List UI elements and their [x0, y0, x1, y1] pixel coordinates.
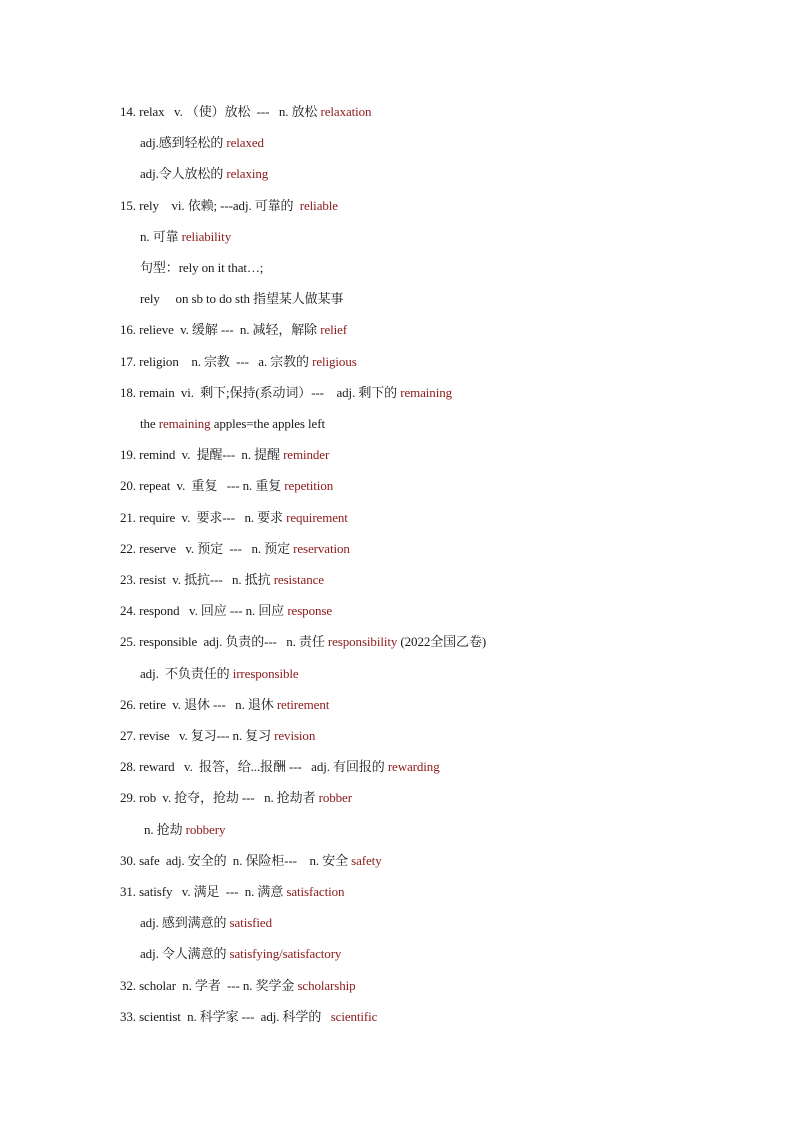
answer-word: responsibility	[327, 634, 398, 650]
line-text: 15. rely vi. 依赖; ---adj. 可靠的	[120, 197, 300, 213]
line-text: 32. scholar n. 学者 --- n. 奖学金	[120, 977, 298, 993]
text-line	[120, 478, 333, 494]
text-line	[140, 666, 299, 682]
text-line	[120, 697, 329, 713]
line-text: 31. satisfy v. 满足 --- n. 满意	[120, 884, 287, 899]
line-text: 17. religion n. 宗教 --- a. 宗教的	[120, 353, 313, 369]
answer-word: satisfied	[229, 915, 272, 931]
line-text: 27. revise v. 复习--- n. 复习	[120, 728, 275, 743]
answer-word: response	[287, 603, 332, 619]
answer-word: resistance	[273, 572, 324, 587]
answer-word: religious	[312, 353, 357, 369]
answer-word: reliable	[299, 197, 338, 213]
line-text: 25. responsible adj. 负责的--- n. 责任	[120, 634, 328, 650]
text-line	[120, 385, 452, 401]
line-text: 14. relax v. （使）放松 --- n. 放松	[120, 104, 321, 119]
line-text: 句型：rely on it that…;	[140, 260, 264, 275]
text-line	[120, 447, 329, 463]
line-text: 18. remain vi. 剩下;保持(系动词）--- adj. 剩下的	[120, 384, 401, 400]
answer-word: scientific	[330, 1008, 378, 1024]
answer-word: relaxation	[320, 104, 372, 119]
line-text: 19. remind v. 提醒--- n. 提醒	[120, 447, 284, 463]
line-text: the	[140, 416, 159, 431]
text-line	[120, 884, 344, 900]
text-line	[140, 946, 341, 962]
answer-word: satisfying/satisfactory	[229, 946, 342, 962]
text-line	[120, 541, 350, 557]
line-text: apples=the apples left	[210, 416, 325, 431]
text-line	[140, 135, 264, 151]
text-line	[140, 166, 268, 182]
text-line	[120, 853, 382, 869]
answer-word: requirement	[286, 509, 348, 525]
line-text: adj.令人放松的	[140, 166, 227, 182]
text-line	[120, 104, 371, 120]
answer-word: relief	[320, 322, 348, 338]
text-line	[140, 229, 231, 245]
line-text: adj.感到轻松的	[140, 135, 227, 151]
line-text: 20. repeat v. 重复 --- n. 重复	[120, 478, 285, 494]
line-text: 22. reserve v. 预定 --- n. 预定	[120, 540, 294, 556]
line-text: rely on sb to do sth 指望某人做某事	[140, 291, 344, 307]
answer-word: scholarship	[297, 977, 356, 993]
answer-word: irresponsible	[232, 665, 299, 681]
line-text: 21. require v. 要求--- n. 要求	[120, 509, 287, 525]
answer-word: robbery	[185, 821, 226, 837]
answer-word: reliability	[181, 228, 232, 244]
text-line	[120, 572, 324, 588]
text-line	[140, 915, 272, 931]
line-text: 23. resist v. 抵抗--- n. 抵抗	[120, 572, 274, 587]
line-text: 16. relieve v. 缓解 --- n. 减轻，解除	[120, 322, 321, 338]
line-text: (2022全国乙卷)	[397, 634, 487, 650]
line-text: n. 可靠	[140, 228, 182, 244]
answer-word: relaxed	[226, 135, 264, 151]
answer-word: robber	[318, 790, 352, 806]
text-line	[120, 759, 440, 775]
answer-word: safety	[351, 852, 382, 868]
line-text: 33. scientist n. 科学家 --- adj. 科学的	[120, 1008, 331, 1024]
text-line	[120, 603, 332, 619]
answer-word: relaxing	[226, 166, 269, 182]
answer-word: reservation	[293, 540, 350, 556]
answer-word: revision	[274, 728, 316, 743]
answer-word: remaining	[158, 416, 211, 431]
text-line	[140, 260, 263, 276]
text-line	[140, 291, 343, 307]
answer-word: reminder	[283, 447, 330, 463]
text-line	[120, 1009, 377, 1025]
text-line	[120, 510, 348, 526]
text-line	[120, 322, 347, 338]
text-line	[120, 634, 486, 650]
text-line	[144, 822, 225, 838]
line-text: 30. safe adj. 安全的 n. 保险柜--- n. 安全	[120, 852, 352, 868]
line-text: adj. 感到满意的	[140, 915, 230, 931]
answer-word: retirement	[276, 696, 330, 712]
answer-word: satisfaction	[286, 884, 345, 899]
answer-word: remaining	[400, 384, 453, 400]
text-line	[140, 416, 325, 432]
text-line	[120, 354, 357, 370]
text-line	[120, 728, 315, 744]
line-text: 24. respond v. 回应 --- n. 回应	[120, 603, 288, 619]
answer-word: rewarding	[387, 759, 440, 775]
line-text: adj. 令人满意的	[140, 946, 230, 962]
text-line	[120, 978, 356, 994]
text-line	[120, 198, 338, 214]
answer-word: repetition	[284, 478, 334, 494]
line-text: 29. rob v. 抢夺，抢劫 --- n. 抢劫者	[120, 790, 319, 806]
line-text: 26. retire v. 退休 --- n. 退休	[120, 696, 277, 712]
line-text: adj. 不负责任的	[140, 665, 233, 681]
line-text: n. 抢劫	[144, 821, 186, 837]
text-line	[120, 790, 352, 806]
line-text: 28. reward v. 报答，给...报酬 --- adj. 有回报的	[120, 759, 388, 775]
